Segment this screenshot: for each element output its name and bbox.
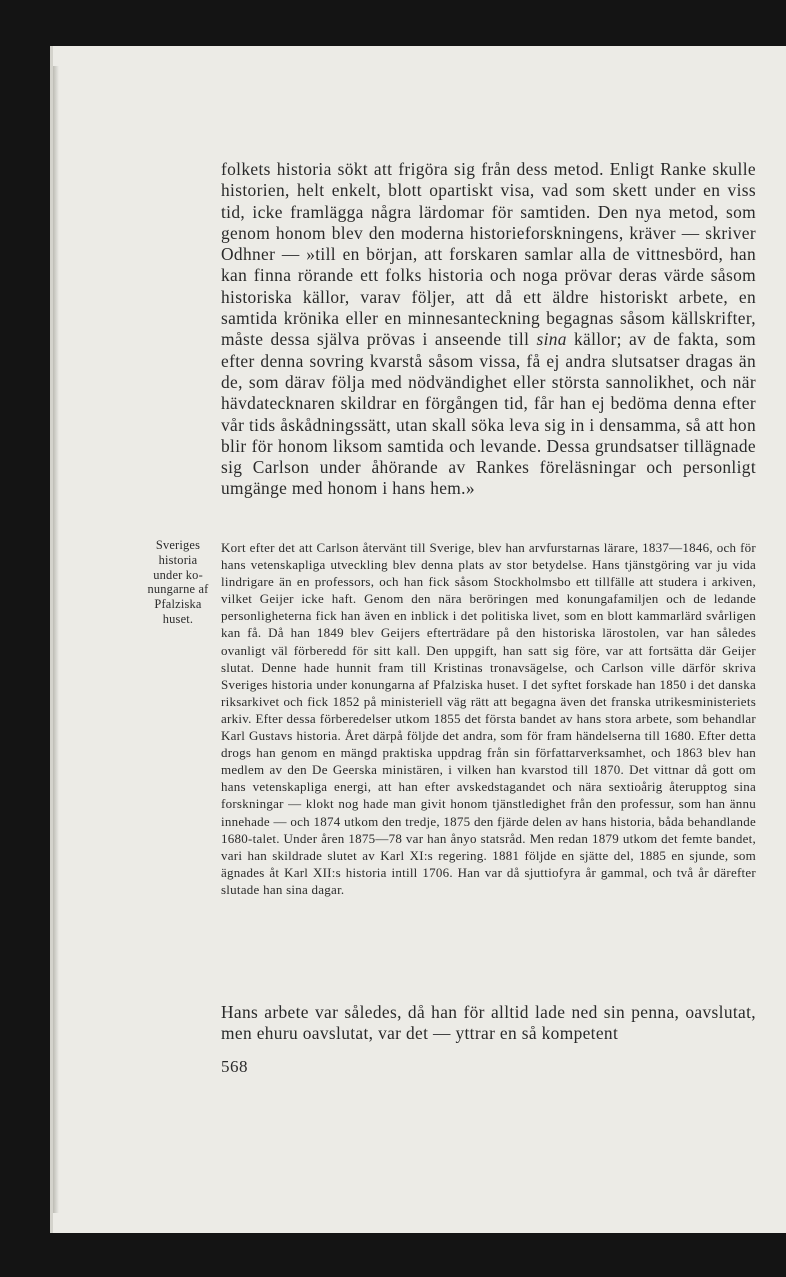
margin-note: Sveriges historia under konungarne af Pfalziska huset. bbox=[147, 538, 209, 626]
paragraph-2: Kort efter det att Carlson återvänt till Sverige, blev han arvfurstarnas lärare, 1837—1846, och för hans vetenskapliga utveckling blev denna plats av stor betydelse. Hans tjänstgöring var ju vida lindrigare än en professors, och han fick såsom Stockholmsbo ett tillfälle att studera i arkiven, vilket Geijer icke haft. Genom den nära beröringen med konungafamiljen och de ledande personligheterna fick han även en inblick i det politiska livet, som en blott kammarlärd svårligen kan få. Då han 1849 blev Geijers efterträdare på den historiska lärostolen, var han således ovanligt väl förberedd för sitt kall. Den uppgift, han satt sig före, var att fortsätta där Geijer slutat. Denne hade hunnit fram till Kristinas tronavsägelse, och Carlson ville därför skriva Sveriges historia under konungarna af Pfalziska huset. I det syftet forskade han 1850 i det danska riksarkivet och fick 1852 på ministeriell väg rätt att begagna även det franska utrikesministeriets arkiv. Efter dessa förberedelser utkom 1855 det första bandet av hans stora arbete, som behandlar Karl Gustavs historia. Året därpå följde det andra, som för fram händelserna till 1680. Efter detta drogs han genom en mängd praktiska uppdrag från sin författarverksamhet, och 1863 blev han medlem av den De Geerska ministären, i vilken han kvarstod till 1870. Det vittnar då gott om hans vetenskapliga energi, att han efter avskedstagandet och nära sextioårig återupptog sina forskningar — klokt nog hade man givit honom tjänstledighet från den professur, som han ännu innehade — och 1874 utkom den tredje, 1875 den fjärde delen av hans historia, båda behandlande 1680-talet. Under åren 1875—78 var han ånyo statsråd. Men redan 1879 utkom det femte bandet, vari han skildrade slutet av Karl XI:s regering. 1881 följde en sjätte del, 1885 en sjunde, som ägnades åt Karl XII:s historia intill 1706. Han var då sjuttiofyra år gammal, och två år därefter slutade han sina dagar. bbox=[221, 540, 756, 897]
book-page bbox=[50, 46, 786, 1233]
paragraph-1: folkets historia sökt att frigöra sig från dess metod. Enligt Ranke skulle historien, helt enkelt, blott opartiskt visa, vad som skett under en viss tid, icke framlägga några lärdomar för samtiden. Den nya metod, som genom honom blev den moderna historieforskningens, kräver — skriver Odhner — »till en början, att forskaren samlar alla de vittnesbörd, han kan finna rörande ett folks historia och noga prövar deras värde såsom historiska källor, varav följer, att då ett äldre historiskt arbete, en samtida krönika eller en minnesanteckning begagnas såsom källskrifter, måste dessa själva prövas i anseende till sina källor; av de fakta, som efter denna sovring kvarstå såsom vissa, få ej andra slutsatser dragas än de, som därav följa med nödvändighet eller största sannolikhet, och när hävdatecknaren skildrar en förgången tid, får han ej bedöma denna efter vår tids åskådningssätt, utan skall söka leva sig in i densamma, så att hon blir för honom liksom samtida och levande. Dessa grundsatser tillägnade sig Carlson under åhörande av Rankes föreläsningar och personligt umgänge med honom i hans hem.» bbox=[221, 159, 756, 499]
page-fold-shadow bbox=[53, 66, 59, 1213]
paragraph-3: Hans arbete var således, då han för alltid lade ned sin penna, oavslutat, men ehuru oavslutat, var det — yttrar en så kompetent bbox=[221, 1002, 756, 1044]
page-number: 568 bbox=[221, 1057, 248, 1076]
emphasized-word: sina bbox=[536, 329, 567, 350]
